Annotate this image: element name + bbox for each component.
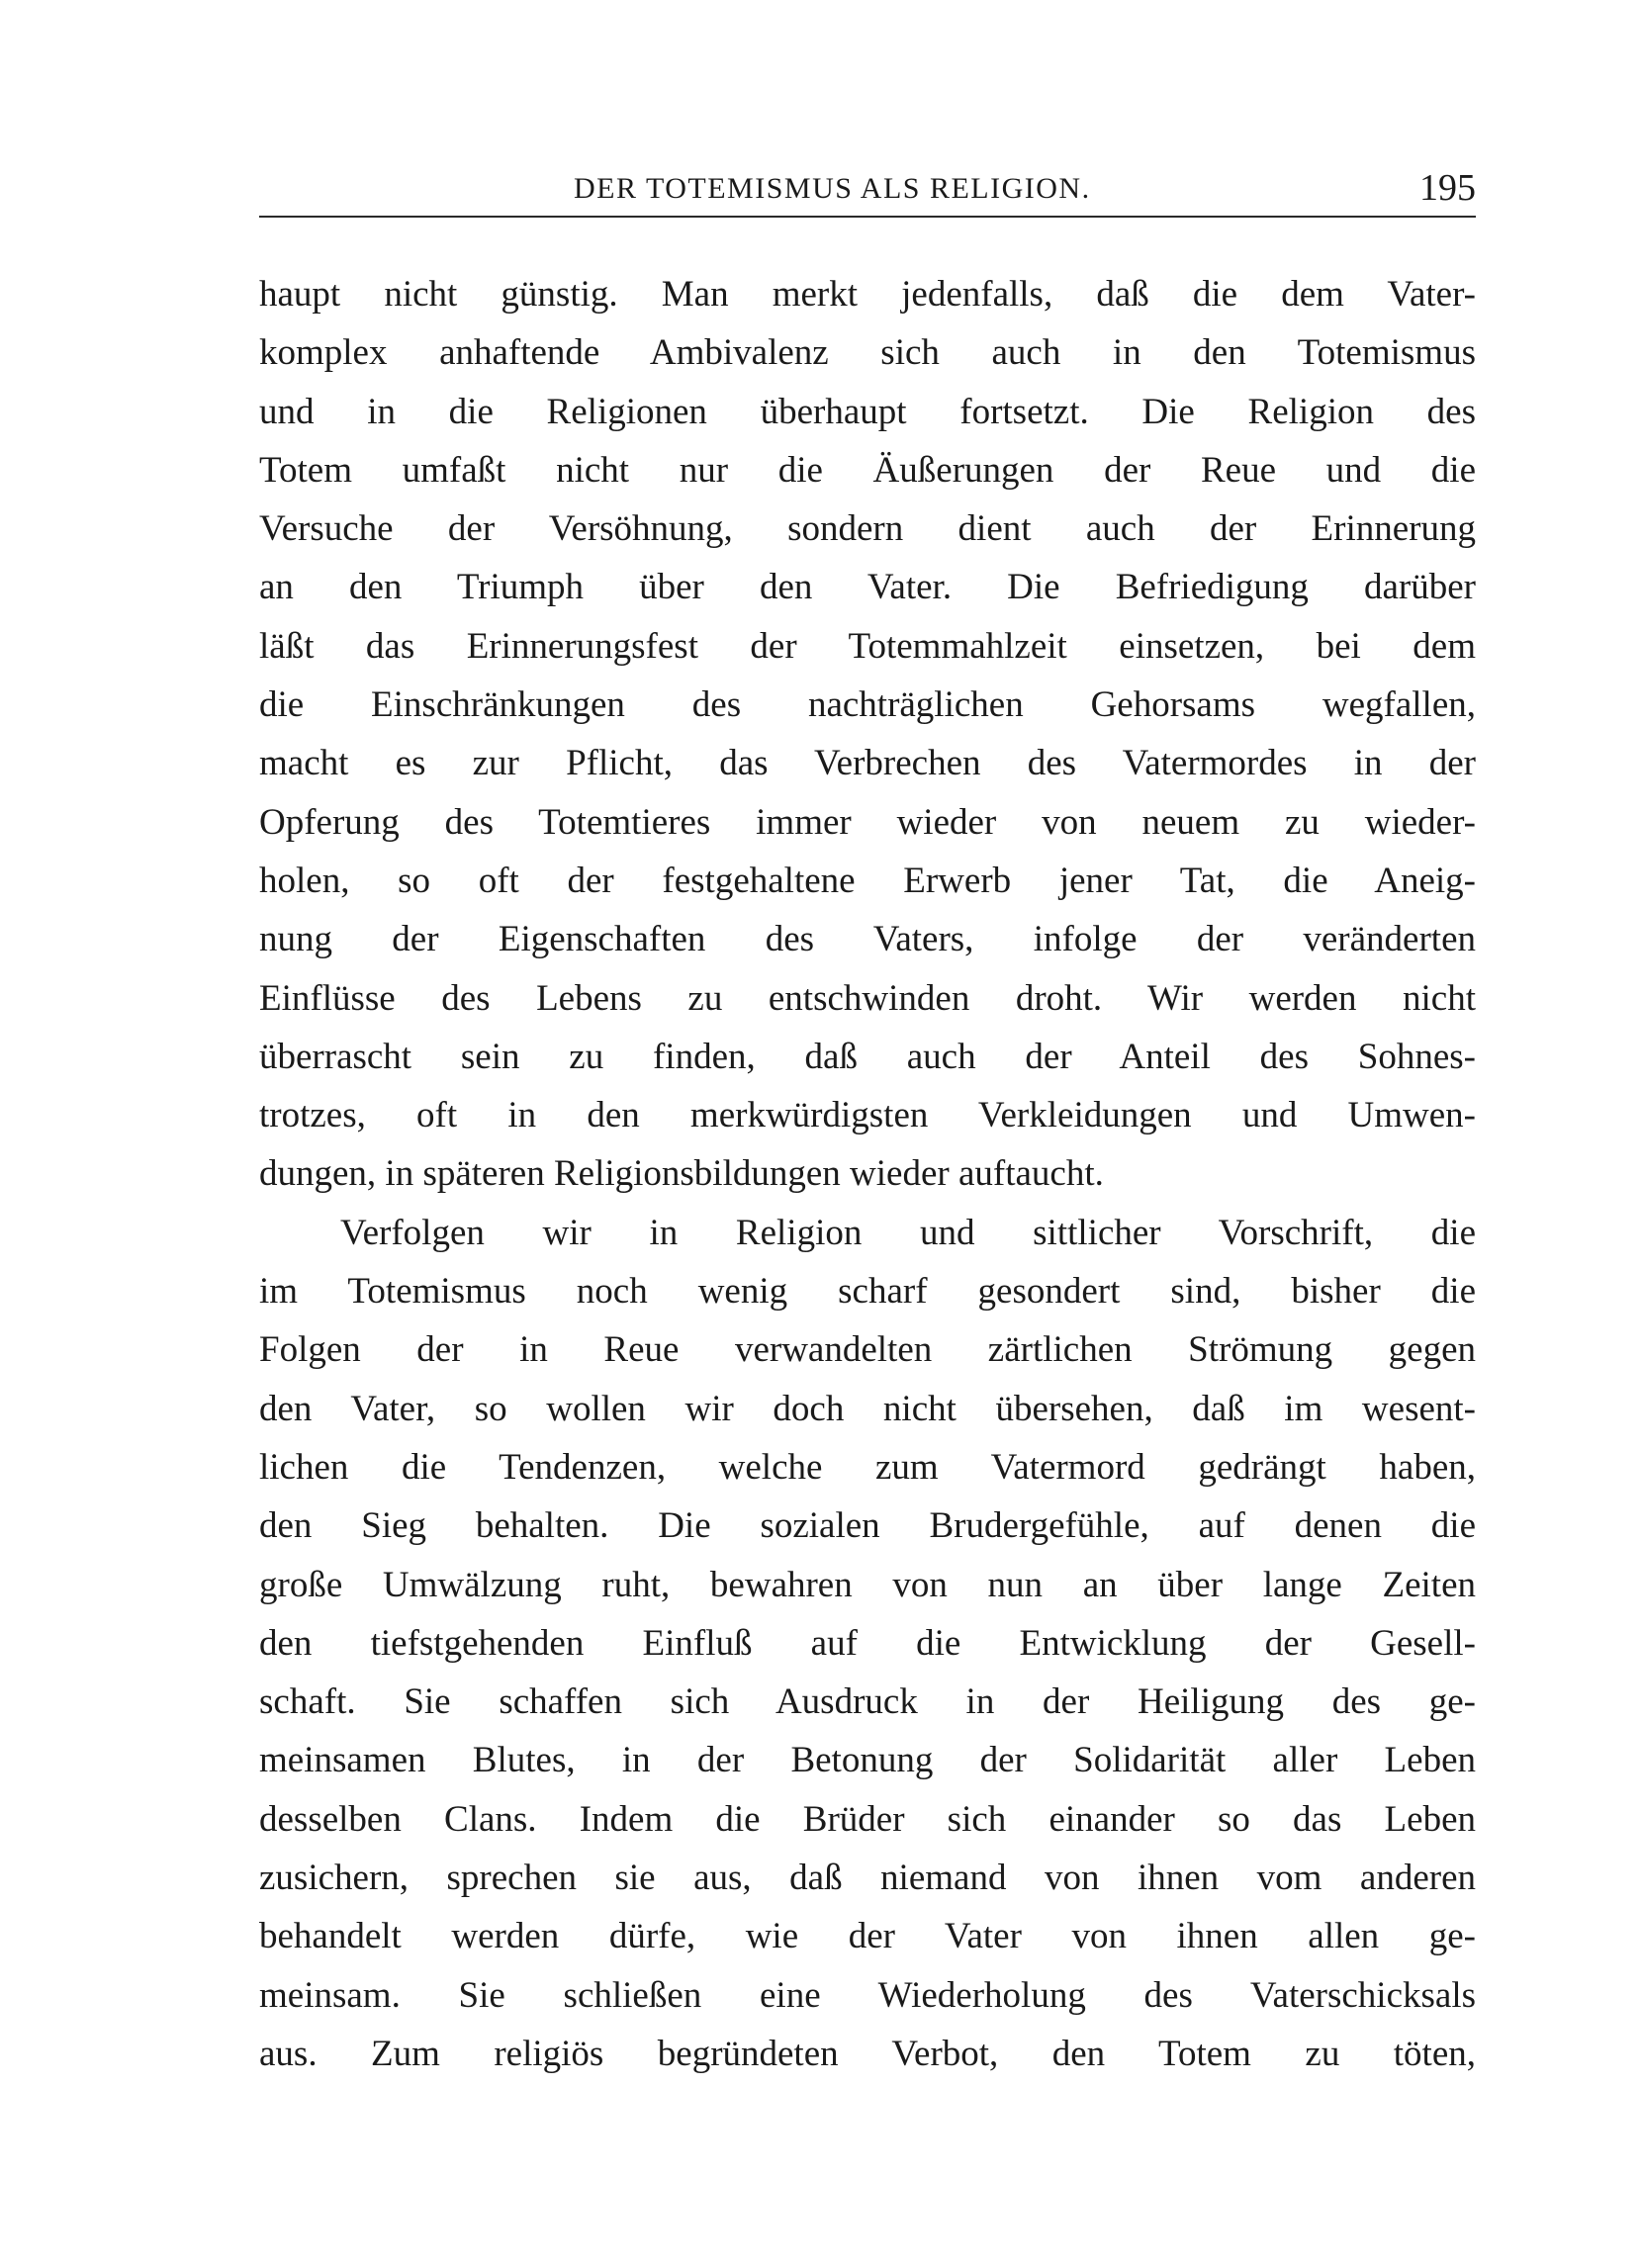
text-line: haupt nicht günstig. Man merkt jedenfalls, daß die dem Vater- [259,274,1476,315]
text-line: komplex anhaftende Ambivalenz sich auch in den Totemismus [259,332,1476,374]
text-line: die Einschränkungen des nachträglichen Gehorsams wegfallen, [259,684,1476,726]
text-line: meinsamen Blutes, in der Betonung der Solidarität aller Leben [259,1740,1476,1781]
paragraph-2 [259,1204,1476,2083]
text-line: und in die Religionen überhaupt fortsetzt. Die Religion des [259,391,1476,432]
text-line: nung der Eigenschaften des Vaters, infolge der veränderten [259,919,1476,960]
text-line: dungen, in späteren Religionsbildungen wieder auftaucht. [259,1153,1104,1195]
text-line: läßt das Erinnerungsfest der Totemmahlzeit einsetzen, bei dem [259,625,1476,667]
text-line: zusichern, sprechen sie aus, daß niemand von ihnen vom anderen [259,1858,1476,1899]
text-line: lichen die Tendenzen, welche zum Vatermord gedrängt haben, [259,1446,1476,1488]
text-line: große Umwälzung ruht, bewahren von nun an über lange Zeiten [259,1564,1476,1605]
text-line: behandelt werden dürfe, wie der Vater von ihnen allen ge- [259,1916,1476,1957]
text-line: den tiefstgehenden Einfluß auf die Entwicklung der Gesell- [259,1622,1476,1664]
body-text [259,265,1476,2083]
text-line: Verfolgen wir in Religion und sittlicher Vorschrift, die [340,1212,1476,1253]
text-line: Einflüsse des Lebens zu entschwinden droht. Wir werden nicht [259,977,1476,1019]
text-line: Opferung des Totemtieres immer wieder von neuem zu wieder- [259,801,1476,843]
text-line: an den Triumph über den Vater. Die Befriedigung darüber [259,567,1476,608]
text-line: aus. Zum religiös begründeten Verbot, den Totem zu töten, [259,2033,1476,2074]
text-line: Folgen der in Reue verwandelten zärtlichen Strömung gegen [259,1329,1476,1371]
text-line: den Vater, so wollen wir doch nicht übersehen, daß im wesent- [259,1388,1476,1429]
text-line: trotzes, oft in den merkwürdigsten Verkleidungen und Umwen- [259,1095,1476,1136]
running-head [259,166,1476,218]
text-line: holen, so oft der festgehaltene Erwerb jener Tat, die Aneig- [259,860,1476,901]
text-line: überrascht sein zu finden, daß auch der Anteil des Sohnes- [259,1036,1476,1077]
page-number: 195 [1419,167,1476,209]
paragraph-1 [259,265,1476,1204]
text-line: Versuche der Versöhnung, sondern dient auch der Erinnerung [259,508,1476,550]
running-title: DER TOTEMISMUS ALS RELIGION. [574,172,1091,205]
text-line: den Sieg behalten. Die sozialen Brudergefühle, auf denen die [259,1505,1476,1547]
text-line: desselben Clans. Indem die Brüder sich einander so das Leben [259,1798,1476,1840]
text-line: meinsam. Sie schließen eine Wiederholung des Vaterschicksals [259,1974,1476,2016]
text-line: Totem umfaßt nicht nur die Äußerungen der Reue und die [259,449,1476,491]
header-rule [259,216,1476,218]
text-line: macht es zur Pflicht, das Verbrechen des Vatermordes in der [259,743,1476,784]
text-line: schaft. Sie schaffen sich Ausdruck in der Heiligung des ge- [259,1681,1476,1723]
text-line: im Totemismus noch wenig scharf gesondert sind, bisher die [259,1271,1476,1313]
